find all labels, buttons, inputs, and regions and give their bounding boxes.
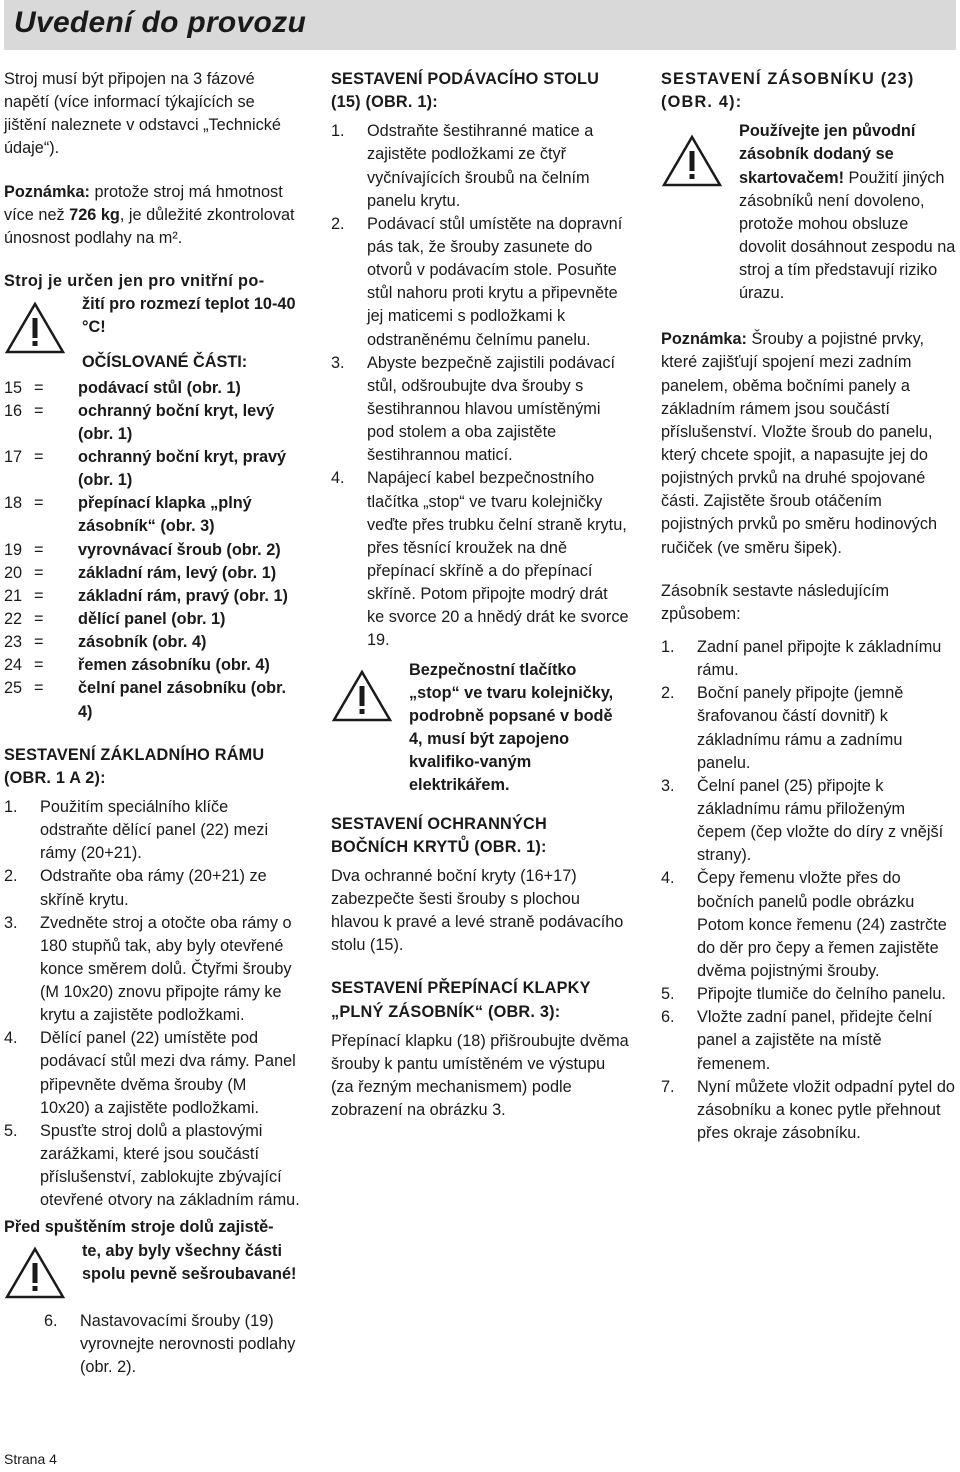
parts-title: OČÍSLOVANÉ ČÁSTI: <box>82 353 248 372</box>
warning-1 <box>4 293 300 374</box>
step-text: Nyní můžete vložit odpadní pytel do zásobníku a konec pytle přehnout přes okraje zásobníku. <box>697 1077 955 1142</box>
weight-note <box>4 181 300 250</box>
part-number: 22 <box>4 609 23 628</box>
step-number: 6. <box>44 1311 58 1330</box>
step-text: Odstraňte oba rámy (20+21) ze skříně krytu. <box>40 867 267 909</box>
step-text: Zvedněte stroj a otočte oba rámy o 180 stupňů tak, aby byly otevřené konce směrem dolů. Čtyřmi šrouby (M 10x20) znovu připojte rámy ke krytu a zajistěte podložkami. <box>40 913 292 1025</box>
step-number: 4. <box>4 1029 18 1048</box>
warning-2-text: te, aby byly všechny části spolu pevně sešroubavané! <box>82 1241 297 1283</box>
step-number: 2. <box>4 867 18 886</box>
list-item <box>661 983 957 1006</box>
step-number: 3. <box>661 776 675 795</box>
part-label: ochranný boční kryt, levý (obr. 1) <box>78 401 275 443</box>
step-text: Napájecí kabel bezpečnostního tlačítka „stop“ ve tvaru kolejničky veďte přes trubku čelní straně krytu, přes těsnící kroužek na dně přepínací skříně a do přepínací skříně. Potom připojte modrý drát ke svorce 20 a hnědý drát ke svorce 19. <box>367 469 629 650</box>
step-number: 4. <box>661 869 675 888</box>
frame-step-6 <box>4 1310 300 1379</box>
note-rest: , je důležité zkontrolovat únosnost podlahy na m². <box>4 205 295 247</box>
intro-text: Stroj musí být připojen na 3 fázové napětí (více informací týkajících se jištění naleznete v odstavci „Technické údaje“). <box>4 70 281 158</box>
list-item <box>4 796 300 865</box>
part-label: základní rám, pravý (obr. 1) <box>78 586 288 605</box>
list-item <box>661 1006 957 1075</box>
part-equals: = <box>34 494 44 513</box>
part-number: 15 <box>4 378 23 397</box>
list-item <box>661 867 957 983</box>
step-number: 4. <box>331 469 345 488</box>
warning-3 <box>331 659 629 799</box>
note-lead: Poznámka: <box>661 330 747 349</box>
note-text: protože stroj má hmotnost více než <box>4 182 283 224</box>
part-number: 25 <box>4 679 23 698</box>
hopper-note <box>661 328 957 559</box>
step-text: Dělící panel (22) umístěte pod podávací stůl mezi dva rámy. Panel připevněte dvěma šrouby (M 10x20) a zajistěte podložkami. <box>40 1029 296 1117</box>
step-number: 3. <box>331 353 345 372</box>
warning-4 <box>661 120 957 320</box>
list-item <box>4 492 300 538</box>
part-label: základní rám, levý (obr. 1) <box>78 563 277 582</box>
warning-triangle-icon <box>4 301 66 355</box>
list-item <box>661 636 957 682</box>
step-number: 2. <box>331 214 345 233</box>
part-equals: = <box>34 586 44 605</box>
step-text: Vložte zadní panel, přidejte čelní panel a zajistěte na místě řemenem. <box>697 1008 933 1073</box>
part-label: podávací stůl (obr. 1) <box>78 378 241 397</box>
part-label: ochranný boční kryt, pravý (obr. 1) <box>78 447 287 490</box>
part-label: přepínací klapka „plný zásobník“ (obr. 3) <box>78 494 252 536</box>
page-number: Strana 4 <box>4 1451 57 1467</box>
step-text: Odstraňte šestihranné matice a zajistěte podložkami ze čtyř vyčnívajících šroubů na čelním panelu krytu. <box>367 122 594 210</box>
flap-text: Přepínací klapku (18) přišroubujte dvěma šrouby k pantu umístěném ve výstupu (za řezným mechanismem) podle zobrazení na obrázku 3. <box>331 1031 629 1120</box>
table-title: SESTAVENÍ PODÁVACÍHO STOLU (15) (OBR. 1): <box>331 70 600 112</box>
step-number: 3. <box>4 913 18 932</box>
warning-4-lead: Používejte jen původní zásobník dodaný se skartovačem! <box>739 122 916 187</box>
list-item <box>661 682 957 775</box>
warning-triangle-icon <box>661 134 723 188</box>
warning-2-lead: Před spuštěním stroje dolů zajistě- <box>4 1218 274 1237</box>
step-number: 1. <box>331 122 345 141</box>
frame-steps <box>4 796 300 1213</box>
list-item <box>4 1027 300 1120</box>
covers-text: Dva ochranné boční kryty (16+17) zabezpečte šesti šrouby s plochou hlavou k pravé a levé straně podávacího stolu (15). <box>331 866 624 955</box>
warning-4-text: Použití jiných zásobníků není dovoleno, protože mohou obsluze dovolit dosáhnout zespodu na stroj a tím představují riziko úrazu. <box>739 168 956 303</box>
part-equals: = <box>34 609 44 628</box>
part-equals: = <box>34 540 44 559</box>
list-item <box>4 400 300 446</box>
part-equals: = <box>34 656 44 675</box>
parts-list <box>4 377 300 724</box>
page-title: Uvedení do provozu <box>14 6 307 39</box>
list-item <box>4 539 300 562</box>
header-bar <box>4 0 956 50</box>
step-number: 1. <box>4 797 18 816</box>
step-text: Podávací stůl umístěte na dopravní pás tak, že šrouby zasunete do otvorů v podávacím stole. Posuňte stůl nahoru proti krytu a připevněte jej maticemi s podložkami k odstraněnému čelnímu panelu. <box>367 214 623 349</box>
list-item <box>4 585 300 608</box>
warning-3-text: Bezpečnostní tlačítko „stop“ ve tvaru kolejničky, podrobně popsané v bodě 4, musí být zapojeno kvalifiko-vaným elektrikářem. <box>409 660 614 795</box>
part-number: 20 <box>4 563 23 582</box>
list-item <box>4 446 300 492</box>
note-text: Šrouby a pojistné prvky, které zajišťují spojení mezi zadním panelem, oběma bočními panely a základním rámem jsou součástí příslušenství. Vložte šroub do panelu, který chcete spojit, a napasujte jej do pojistných prvků na druhé spojované části. Zajistěte šroub otáčením pojistných prvků po směru hodinových ručiček (ve směru šipek). <box>661 330 938 557</box>
list-item <box>4 1310 300 1379</box>
list-item <box>4 377 300 400</box>
step-text: Čelní panel (25) připojte k základnímu rámu přiloženým čepem (čep vložte do díry z vnější strany). <box>697 776 944 865</box>
part-number: 19 <box>4 540 23 559</box>
note-lead: Poznámka: <box>4 182 90 201</box>
step-number: 5. <box>661 985 675 1004</box>
step-number: 1. <box>661 637 675 656</box>
note-weight: 726 kg <box>69 205 120 224</box>
part-equals: = <box>34 401 44 420</box>
step-text: Použitím speciálního klíče odstraňte dělící panel (22) mezi rámy (20+21). <box>40 797 269 863</box>
part-number: 16 <box>4 401 23 420</box>
column-2 <box>331 68 629 1122</box>
step-text: Připojte tlumiče do čelního panelu. <box>697 985 946 1004</box>
step-number: 2. <box>661 684 675 703</box>
part-number: 24 <box>4 656 23 675</box>
warning-4-content <box>739 120 957 305</box>
flap-title: SESTAVENÍ PŘEPÍNACÍ KLAPKY „PLNÝ ZÁSOBNÍK“ (OBR. 3): <box>331 979 591 1021</box>
step-text: Abyste bezpečně zajistili podávací stůl, odšroubujte dva šrouby s šestihrannou hlavou umístěnými pod stolem a oba zajistěte šestihrannou maticí. <box>367 353 615 465</box>
step-number: 5. <box>4 1121 18 1140</box>
part-label: zásobník (obr. 4) <box>78 633 207 652</box>
part-equals: = <box>34 633 44 652</box>
step-text: Boční panely připojte (jemně šrafovanou částí dovnitř) k základnímu rámu a zadnímu panelu. <box>697 684 904 772</box>
warning-2 <box>4 1240 300 1310</box>
list-item <box>4 654 300 677</box>
list-item <box>331 352 629 468</box>
list-item <box>331 213 629 352</box>
step-text: Čepy řemenu vložte přes do bočních panelů podle obrázku Potom konce řemenu (24) zastrčte do děr pro čepy a řemen zajistěte dvěma pojistnými šrouby. <box>697 869 947 980</box>
list-item <box>4 1120 300 1213</box>
step-text: Zadní panel připojte k základnímu rámu. <box>697 637 942 680</box>
part-equals: = <box>34 378 44 397</box>
warning-1-text: žití pro rozmezí teplot 10-40 °C! <box>82 295 296 337</box>
column-3 <box>661 68 957 1145</box>
list-item <box>4 562 300 585</box>
column-1 <box>4 68 300 1379</box>
part-number: 17 <box>4 447 23 466</box>
list-item <box>661 1076 957 1145</box>
list-item <box>661 775 957 868</box>
list-item <box>4 677 300 723</box>
warning-triangle-icon <box>4 1246 66 1300</box>
step-number: 6. <box>661 1008 675 1027</box>
part-equals: = <box>34 563 44 582</box>
list-item <box>4 912 300 1028</box>
step-text: Spusťte stroj dolů a plastovými zarážkami, které jsou součástí příslušenství, zablokujte zbývající otevřené otvory na základním rámu. <box>40 1121 300 1210</box>
part-label: dělící panel (obr. 1) <box>78 609 226 628</box>
part-label: vyrovnávací šroub (obr. 2) <box>78 540 281 559</box>
frame-title: SESTAVENÍ ZÁKLADNÍHO RÁMU (OBR. 1 A 2): <box>4 745 265 787</box>
step-number: 7. <box>661 1077 675 1096</box>
part-label: řemen zásobníku (obr. 4) <box>78 656 270 675</box>
warning-1-lead: Stroj je určen jen pro vnitřní po- <box>4 271 265 290</box>
part-number: 18 <box>4 494 23 513</box>
list-item <box>4 631 300 654</box>
step-text: Nastavovacími šrouby (19) vyrovnejte nerovnosti podlahy (obr. 2). <box>80 1311 296 1376</box>
warning-triangle-icon <box>331 669 393 723</box>
table-steps <box>331 120 629 652</box>
assembly-intro: Zásobník sestavte následujícím způsobem: <box>661 581 890 623</box>
hopper-title: SESTAVENÍ ZÁSOBNÍKU (23) (OBR. 4): <box>661 70 915 112</box>
list-item <box>4 865 300 911</box>
hopper-steps <box>661 636 957 1145</box>
part-equals: = <box>34 679 44 698</box>
part-number: 21 <box>4 586 23 605</box>
covers-title: SESTAVENÍ OCHRANNÝCH BOČNÍCH KRYTŮ (OBR. 1): <box>331 814 547 856</box>
part-number: 23 <box>4 633 23 652</box>
list-item <box>331 120 629 213</box>
list-item <box>331 467 629 652</box>
part-equals: = <box>34 447 44 466</box>
part-label: čelní panel zásobníku (obr. 4) <box>78 679 287 721</box>
list-item <box>4 608 300 631</box>
